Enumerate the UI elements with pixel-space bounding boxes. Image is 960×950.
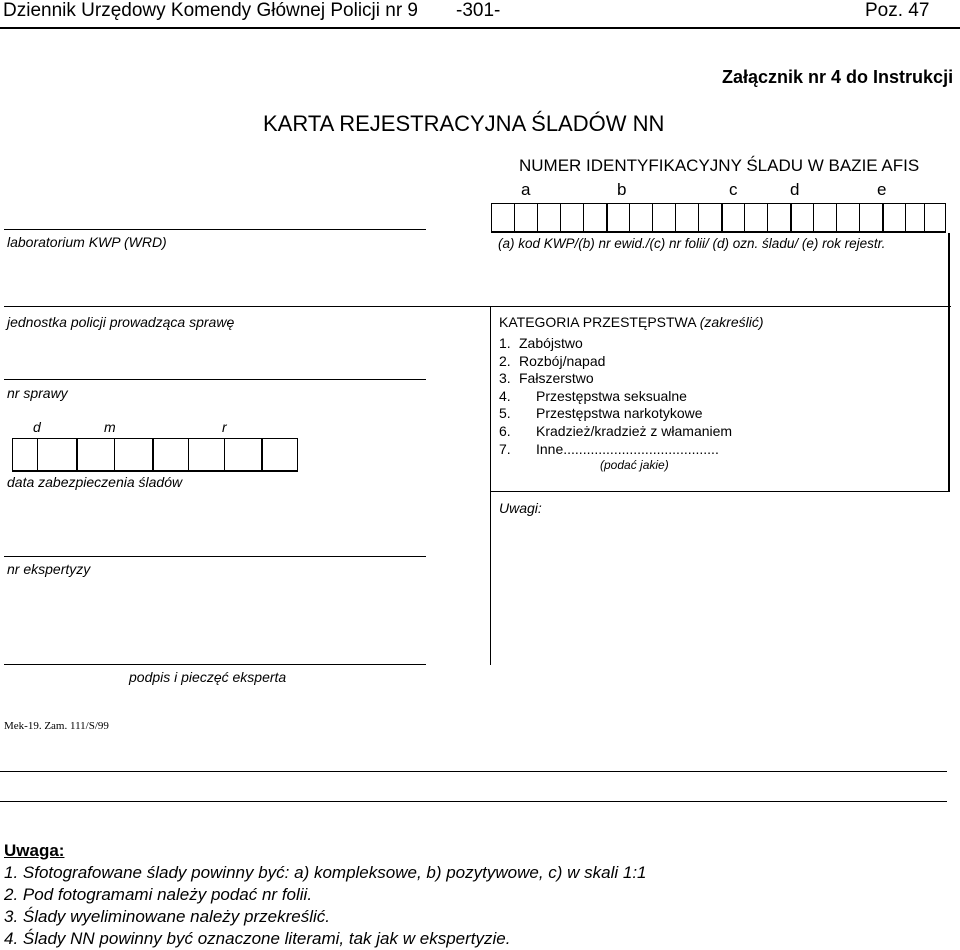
case-field-line[interactable]: [4, 379, 426, 380]
date-letter-d: d: [33, 419, 41, 435]
afis-heading: NUMER IDENTYFIKACYJNY ŚLADU W BAZIE AFIS: [519, 156, 920, 175]
form-code: Mek-19. Zam. 111/S/99: [4, 720, 109, 732]
date-label: data zabezpieczenia śladów: [7, 474, 183, 490]
case-label: nr sprawy: [7, 385, 68, 401]
unit-label: jednostka policji prowadząca sprawę: [7, 314, 235, 330]
category-bottom-rule: [490, 491, 950, 492]
afis-letter-c: c: [729, 180, 738, 199]
other-note: (podać jakie): [600, 458, 669, 472]
category-item[interactable]: 1. Zabójstwo: [499, 335, 583, 351]
category-item[interactable]: 2. Rozbój/napad: [499, 352, 606, 369]
afis-number-field[interactable]: [491, 203, 946, 233]
afis-letter-d: d: [790, 180, 800, 199]
notes-section: [4, 840, 647, 950]
running-header: [0, 0, 960, 26]
signature-field-line[interactable]: [4, 664, 426, 665]
attachment-label: Załącznik nr 4 do Instrukcji: [722, 67, 954, 87]
category-item[interactable]: 7. Inne........................................: [499, 440, 719, 457]
position-number: Poz. 47: [865, 0, 930, 21]
date-field[interactable]: [12, 438, 298, 472]
afis-letter-e: e: [877, 180, 887, 199]
category-item[interactable]: 3. Fałszerstwo: [499, 370, 594, 387]
afis-letter-b: b: [617, 180, 627, 199]
page-number: -301-: [456, 0, 501, 21]
category-list: [499, 335, 732, 458]
signature-label: podpis i pieczęć eksperta: [129, 669, 287, 685]
column-divider: [490, 306, 491, 665]
afis-letter-a: a: [521, 180, 531, 199]
remarks-label[interactable]: Uwagi:: [499, 500, 542, 516]
note-item: 4. Ślady NN powinny być oznaczone literami, tak jak w ekspertyzie.: [4, 929, 511, 948]
afis-legend: (a) kod KWP/(b) nr ewid./(c) nr folii/ (d) ozn. śladu/ (e) rok rejestr.: [498, 236, 886, 251]
category-heading: [499, 314, 764, 330]
card-title: KARTA REJESTRACYJNA ŚLADÓW NN: [263, 111, 665, 136]
notes-heading: Uwaga:: [4, 841, 65, 860]
right-border: [948, 233, 950, 492]
cut-line-1: [0, 771, 947, 772]
cut-line-2: [0, 801, 947, 802]
lab-label: laboratorium KWP (WRD): [7, 234, 167, 250]
expertise-field-line[interactable]: [4, 556, 426, 557]
category-heading-text: KATEGORIA PRZESTĘPSTWA: [499, 314, 696, 330]
lab-field-line[interactable]: [4, 229, 426, 230]
expertise-label: nr ekspertyzy: [7, 561, 91, 577]
publication-title: Dziennik Urzędowy Komendy Głównej Policji nr 9: [3, 0, 419, 21]
section-rule: [4, 306, 951, 307]
note-item: 1. Sfotografowane ślady powinny być: a) kompleksowe, b) pozytywowe, c) w skali 1:1: [4, 863, 647, 882]
header-rule: [0, 27, 960, 29]
category-item[interactable]: 6. Kradzież/kradzież z włamaniem: [499, 422, 733, 439]
category-heading-note: (zakreślić): [699, 314, 764, 330]
date-letter-r: r: [222, 419, 227, 435]
category-item[interactable]: 5. Przestępstwa narkotykowe: [499, 405, 703, 422]
note-item: 3. Ślady wyeliminowane należy przekreślić.: [4, 907, 330, 926]
date-letter-m: m: [104, 419, 116, 435]
category-item[interactable]: 4. Przestępstwa seksualne: [499, 387, 687, 404]
note-item: 2. Pod fotogramami należy podać nr folii.: [4, 885, 313, 904]
